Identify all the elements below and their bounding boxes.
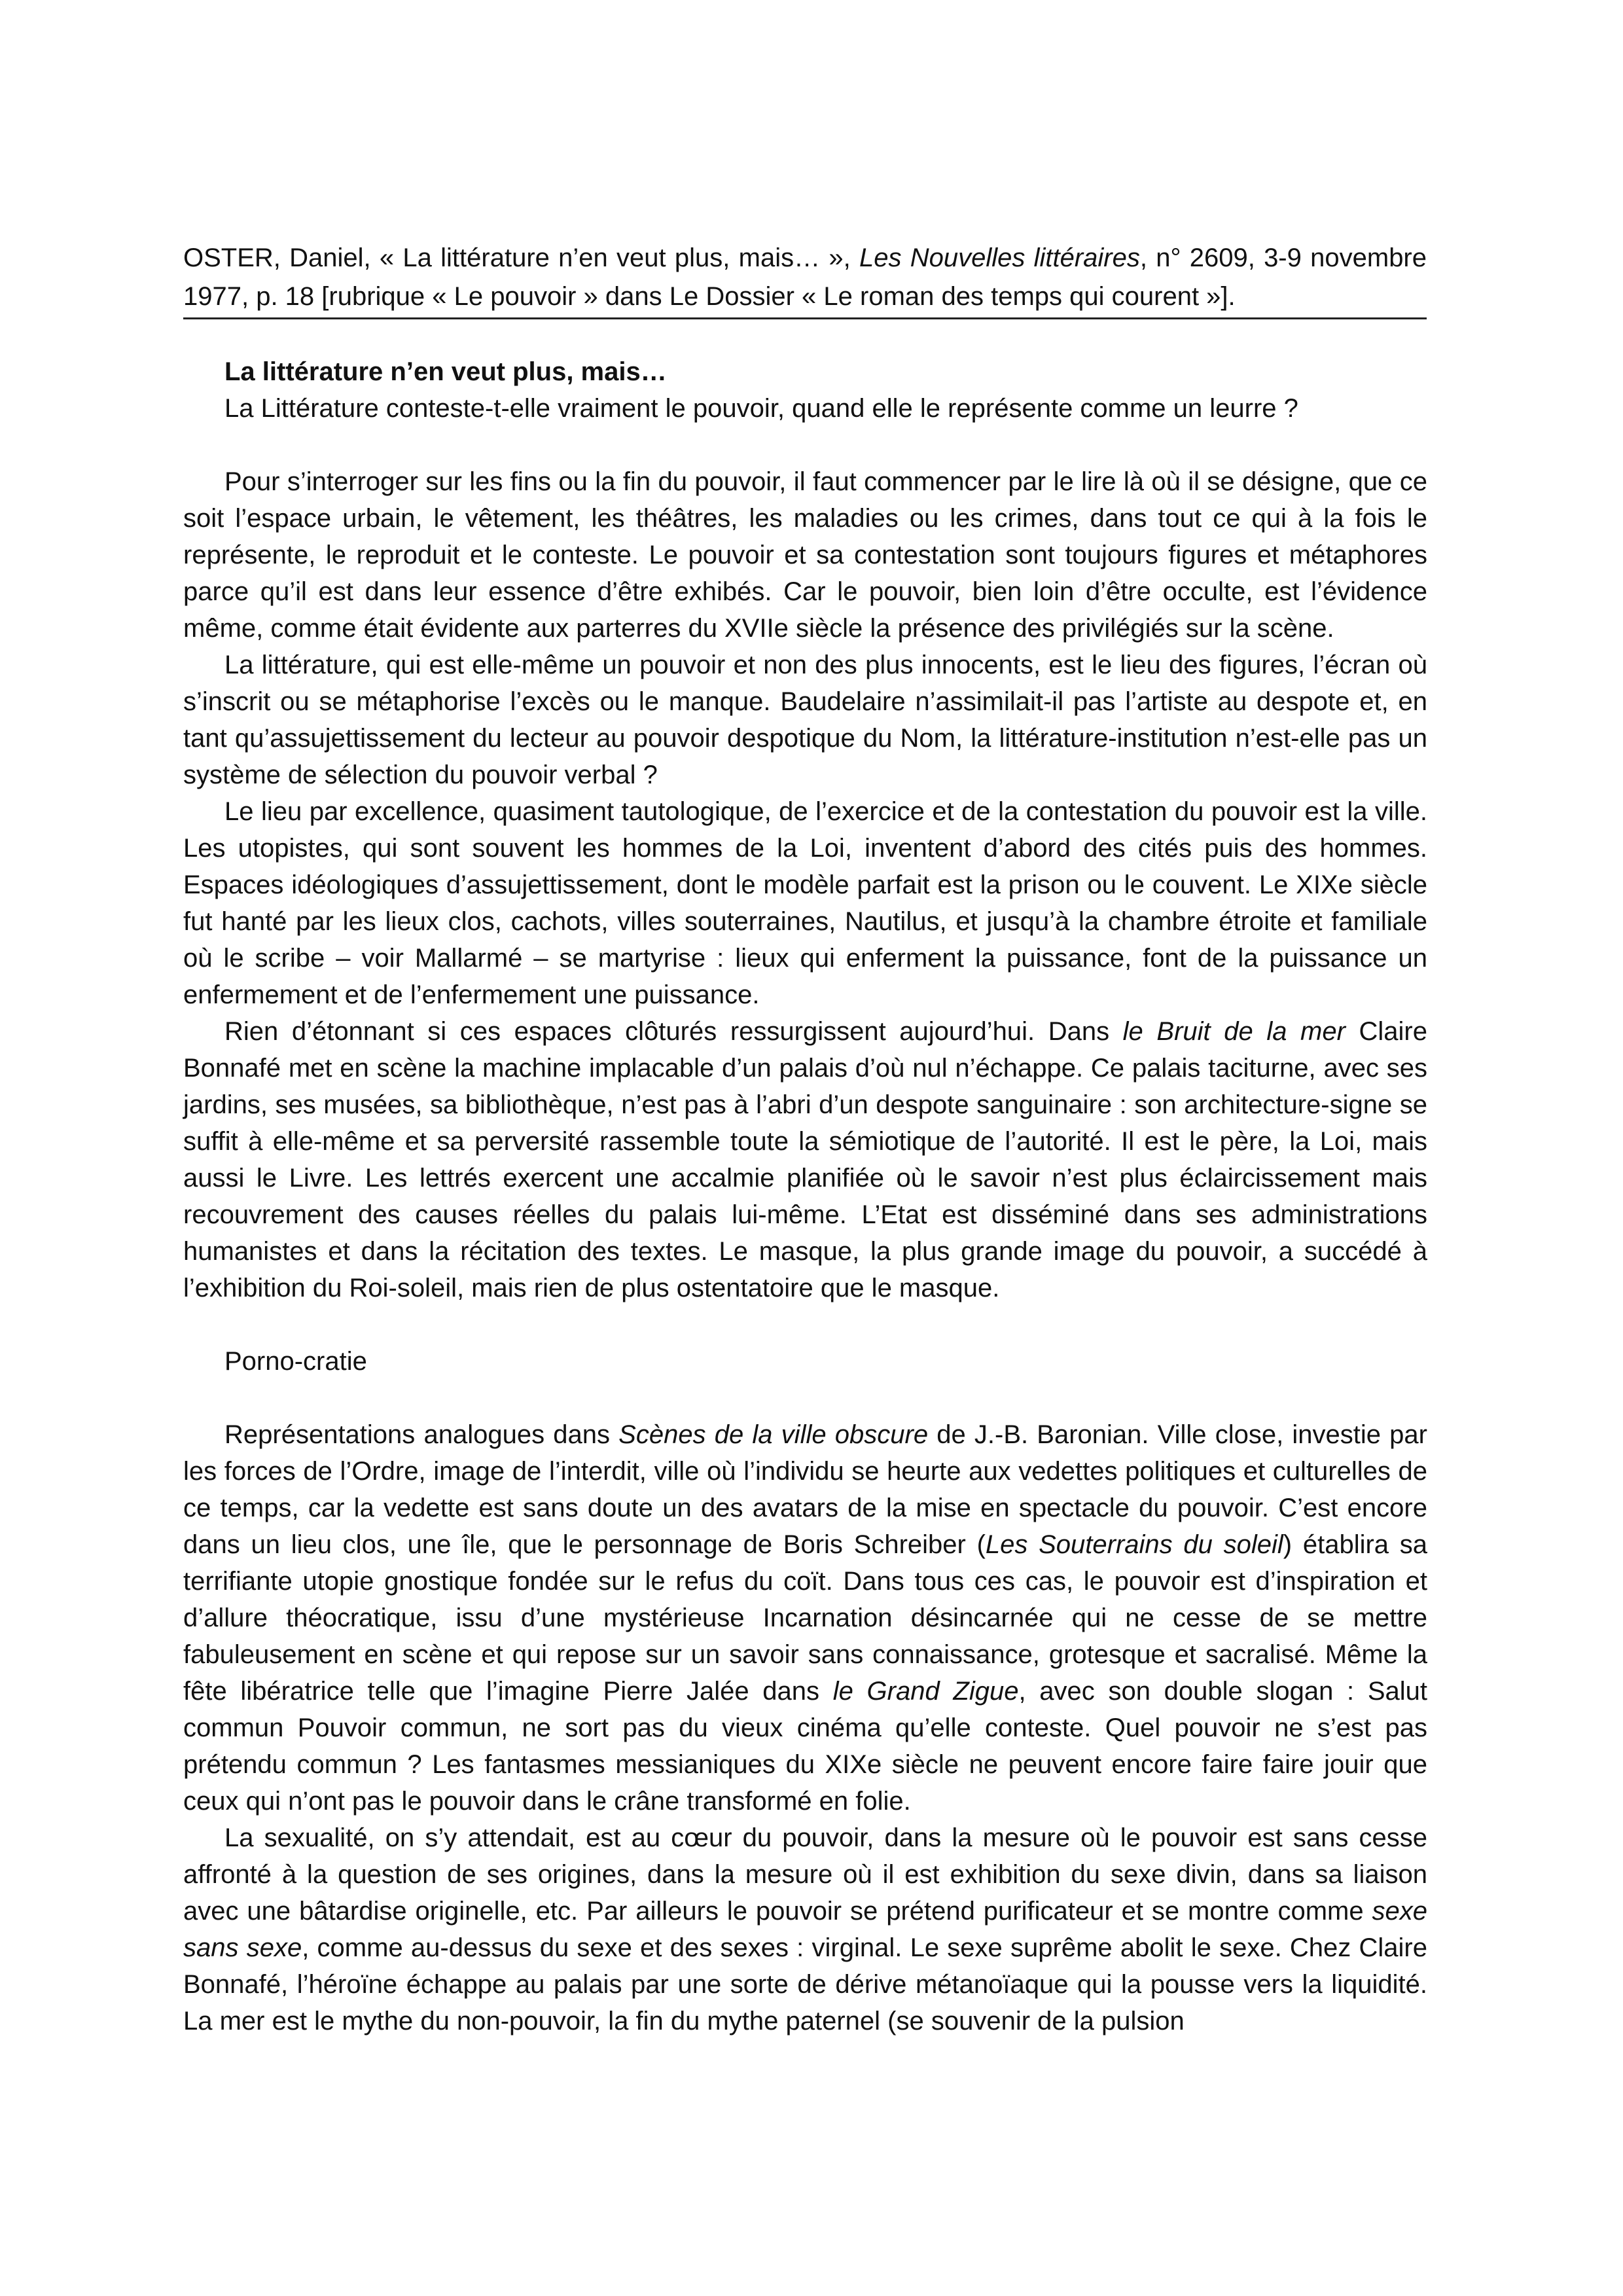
book-title-souterrains-du-soleil: Les Souterrains du soleil	[985, 1530, 1283, 1559]
paragraph-5-text-a: Représentations analogues dans	[224, 1420, 619, 1449]
spacer	[224, 1306, 1427, 1343]
article-lead: La Littérature conteste-t-elle vraiment le pouvoir, quand elle le représente comme un leurre ?	[224, 394, 1298, 423]
paragraph-5-text-d: , avec son double slogan : Salut commun Pouvoir commun, ne sort pas du vieux cinéma qu’elle conteste. Quel pouvoir ne s’est pas prétendu commun ? Les fantasmes messianiques du XIXe siècle ne peuvent encore faire faire jouir que ceux qui n’ont pas le pouvoir dans le crâne transformé en folie.	[183, 1677, 1427, 1816]
book-title-bruit-de-la-mer: le Bruit de la mer	[1122, 1017, 1346, 1046]
paragraph-1: Pour s’interroger sur les fins ou la fin du pouvoir, il faut commencer par le lire là où il se désigne, que ce soit l’espace urbain, le vêtement, les théâtres, les maladies ou les crimes, dans tout ce qui à la fois le représente, le reproduit et le conteste. Le pouvoir et sa contestation sont toujours figures et métaphores parce qu’il est dans leur essence d’être exhibés. Car le pouvoir, bien loin d’être occulte, est l’évidence même, comme était évidente aux parterres du XVIIe siècle la présence des privilégiés sur la scène.	[183, 467, 1427, 643]
book-title-grand-zigue: le Grand Zigue	[832, 1677, 1019, 1706]
section-subheading: Porno-cratie	[224, 1347, 367, 1376]
citation-text-end: , n° 2609, 3-9 novembre 1977, p. 18 [rubrique « Le pouvoir » dans Le Dossier « Le roman des temps qui courent »].	[183, 243, 1427, 311]
paragraph-2: La littérature, qui est elle-même un pouvoir et non des plus innocents, est le lieu des figures, l’écran où s’inscrit ou se métaphorise l’excès ou le manque. Baudelaire n’assimilait-il pas l’artiste au despote et, en tant qu’assujettissement du lecteur au pouvoir despotique du Nom, la littérature-institution n’est-elle pas un système de sélection du pouvoir verbal ?	[183, 651, 1427, 789]
paragraph-6	[183, 1820, 1427, 2039]
article-title: La littérature n’en veut plus, mais…	[224, 357, 667, 386]
paragraph-4	[183, 1013, 1427, 1306]
paragraph-6-text-b: , comme au-dessus du sexe et des sexes : virginal. Le sexe suprême abolit le sexe. Chez Claire Bonnafé, l’héroïne échappe au palais par une sorte de dérive métanoïaque qui la pousse vers la liquidité. La mer est le mythe du non-pouvoir, la fin du mythe paternel (se souvenir de la pulsion	[183, 1933, 1427, 2036]
citation-text: OSTER, Daniel, « La littérature n’en veut plus, mais… »,	[183, 243, 859, 272]
header-rule	[183, 317, 1427, 319]
article-body	[183, 353, 1428, 2039]
book-title-scenes-ville-obscure: Scènes de la ville obscure	[618, 1420, 929, 1449]
paragraph-6-text-a: La sexualité, on s’y attendait, est au cœur du pouvoir, dans la mesure où le pouvoir est sans cesse affronté à la question de ses origines, dans la mesure où il est exhibition du sexe divin, dans sa liaison avec une bâtardise originelle, etc. Par ailleurs le pouvoir se prétend purificateur et se montre comme	[183, 1823, 1427, 1926]
spacer	[224, 427, 1427, 463]
spacer	[224, 1380, 1427, 1416]
italic-phrase-sexe-sans-sexe: sexe sans sexe	[183, 1897, 1427, 1962]
paragraph-5-text-b: de J.-B. Baronian. Ville close, investie par les forces de l’Ordre, image de l’interdit, ville où l’individu se heurte aux vedettes politiques et culturelles de ce temps, car la vedette est sans doute un des avatars de la mise en spectacle du pouvoir. C’est encore dans un lieu clos, une île, que le personnage de Boris Schreiber (	[183, 1420, 1427, 1559]
paragraph-4-text-a: Rien d’étonnant si ces espaces clôturés ressurgissent aujourd’hui. Dans	[224, 1017, 1123, 1046]
paragraph-3: Le lieu par excellence, quasiment tautologique, de l’exercice et de la contestation du pouvoir est la ville. Les utopistes, qui sont souvent les hommes de la Loi, inventent d’abord des cités puis des hommes. Espaces idéologiques d’assujettissement, dont le modèle parfait est la prison ou le couvent. Le XIXe siècle fut hanté par les lieux clos, cachots, villes souterraines, Nautilus, et jusqu’à la chambre étroite et familiale où le scribe – voir Mallarmé – se martyrise : lieux qui enferment la puissance, font de la puissance un enfermement et de l’enfermement une puissance.	[183, 797, 1427, 1009]
paragraph-5	[183, 1416, 1427, 1820]
journal-title: Les Nouvelles littéraires	[859, 243, 1140, 272]
bibliographic-citation	[183, 239, 1427, 316]
paragraph-4-text-b: Claire Bonnafé met en scène la machine implacable d’un palais d’où nul n’échappe. Ce palais taciturne, avec ses jardins, ses musées, sa bibliothèque, n’est pas à l’abri d’un despote sanguinaire : son architecture-signe se suffit à elle-même et sa perversité rassemble toute la sémiotique de l’autorité. Il est le père, la Loi, mais aussi le Livre. Les lettrés exercent une accalmie planifiée où le savoir n’est plus éclaircissement mais recouvrement des causes réelles du palais lui-même. L’Etat est disséminé dans ses administrations humanistes et dans la récitation des textes. Le masque, la plus grande image du pouvoir, a succédé à l’exhibition du Roi-soleil, mais rien de plus ostentatoire que le masque.	[183, 1017, 1428, 1302]
paragraph-5-text-c: ) établira sa terrifiante utopie gnostique fondée sur le refus du coït. Dans tous ces cas, le pouvoir est d’inspiration et d’allure théocratique, issu d’une mystérieuse Incarnation désincarnée qui ne cesse de se mettre fabuleusement en scène et qui repose sur un savoir sans connaissance, grotesque et sacralisé. Même la fête libératrice telle que l’imagine Pierre Jalée dans	[183, 1530, 1428, 1706]
